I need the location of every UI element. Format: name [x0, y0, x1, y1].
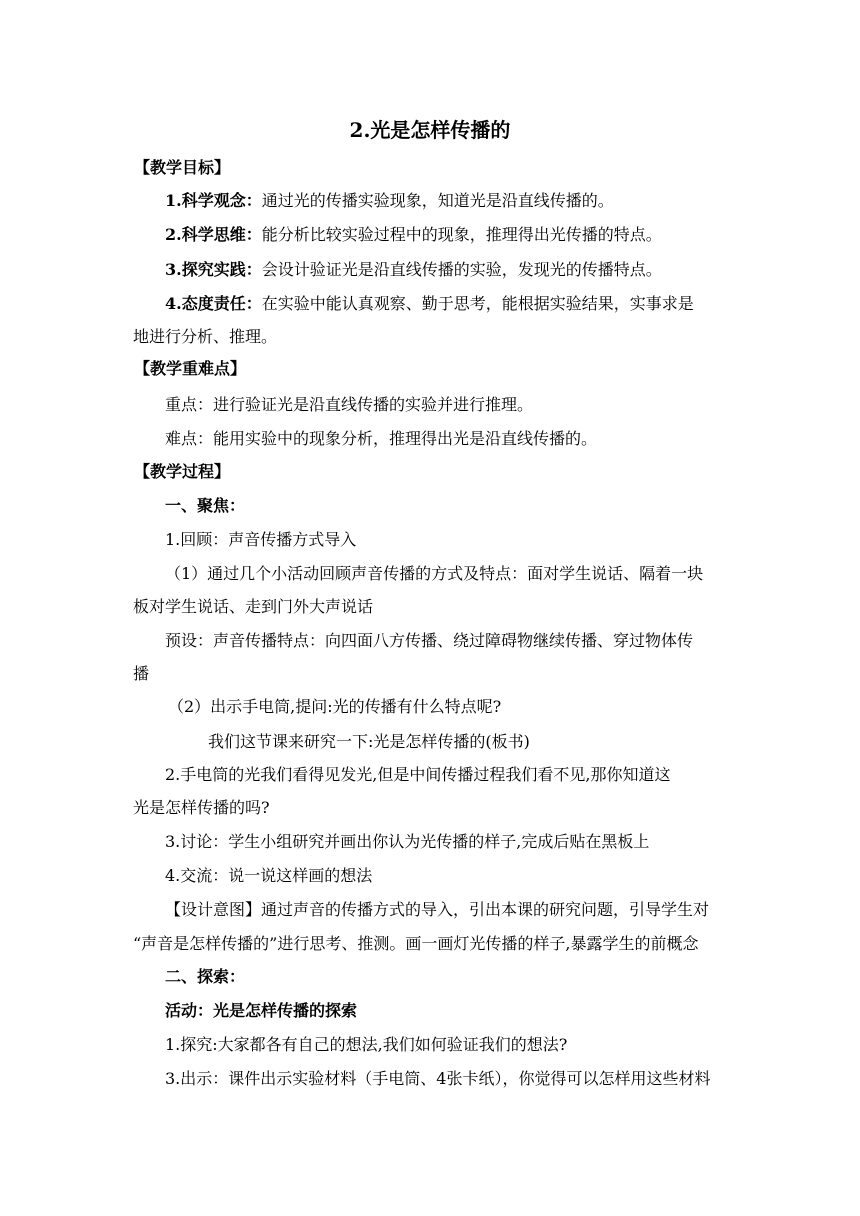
goal-text: 会设计验证光是沿直线传播的实验，发现光的传播特点。	[261, 260, 662, 279]
process-paragraph-continuation: 板对学生说话、走到门外大声说话	[133, 597, 374, 616]
goal-label: 3.探究实践：	[165, 260, 262, 279]
process-paragraph: 2.手电筒的光我们看得见发光,但是中间传播过程我们看不见,那你知道这	[165, 765, 671, 784]
process-paragraph: 3.出示：课件出示实验材料（手电筒、4张卡纸），你觉得可以怎样用这些材料	[165, 1069, 711, 1088]
keypoint-key: 重点：进行验证光是沿直线传播的实验并进行推理。	[165, 395, 534, 414]
process-paragraph: 4.交流：说一说这样画的想法	[165, 866, 373, 885]
goal-text: 能分析比较实验过程中的现象，推理得出光传播的特点。	[261, 225, 662, 244]
document-title: 2.光是怎样传播的	[349, 118, 511, 142]
subheading-focus: 一、聚焦：	[165, 496, 246, 515]
process-paragraph: 我们这节课来研究一下:光是怎样传播的(板书)	[208, 732, 530, 751]
section-heading-process: 【教学过程】	[134, 462, 231, 481]
goal-label: 1.科学观念：	[165, 191, 262, 210]
process-paragraph: （1）通过几个小活动回顾声音传播的方式及特点：面对学生说话、隔着一块	[165, 564, 704, 583]
activity-heading: 活动：光是怎样传播的探索	[165, 1001, 358, 1020]
section-heading-goals: 【教学目标】	[134, 158, 231, 177]
goal-label: 2.科学思维：	[165, 225, 262, 244]
goal-item	[165, 294, 694, 314]
design-intent-continuation: “声音是怎样传播的”进行思考、推测。画一画灯光传播的样子,暴露学生的前概念	[133, 934, 699, 953]
section-heading-keypoints: 【教学重难点】	[134, 359, 247, 378]
goal-text: 在实验中能认真观察、勤于思考，能根据实验结果，实事求是	[261, 294, 694, 313]
process-paragraph: 预设：声音传播特点：向四面八方传播、绕过障碍物继续传播、穿过物体传	[165, 631, 694, 650]
goal-label: 4.态度责任：	[165, 294, 262, 313]
goal-item	[165, 225, 662, 245]
goal-item	[165, 191, 614, 211]
process-paragraph-continuation: 光是怎样传播的吗?	[133, 798, 270, 817]
process-paragraph-continuation: 播	[133, 664, 150, 683]
subheading-explore: 二、探索：	[165, 967, 246, 986]
process-paragraph: 1.回顾：声音传播方式导入	[165, 530, 357, 549]
process-paragraph: 3.讨论：学生小组研究并画出你认为光传播的样子,完成后贴在黑板上	[165, 832, 650, 851]
design-intent-paragraph: 【设计意图】通过声音的传播方式的导入，引出本课的研究问题，引导学生对	[165, 900, 710, 919]
goal-text: 通过光的传播实验现象，知道光是沿直线传播的。	[261, 191, 614, 210]
goal-item-continuation: 地进行分析、推理。	[133, 327, 278, 346]
process-paragraph: （2）出示手电筒,提问:光的传播有什么特点呢?	[168, 697, 502, 716]
keypoint-difficult: 难点：能用实验中的现象分析，推理得出光是沿直线传播的。	[165, 429, 598, 448]
goal-item	[165, 260, 662, 280]
process-paragraph: 1.探究:大家都各有自己的想法,我们如何验证我们的想法?	[165, 1035, 568, 1054]
